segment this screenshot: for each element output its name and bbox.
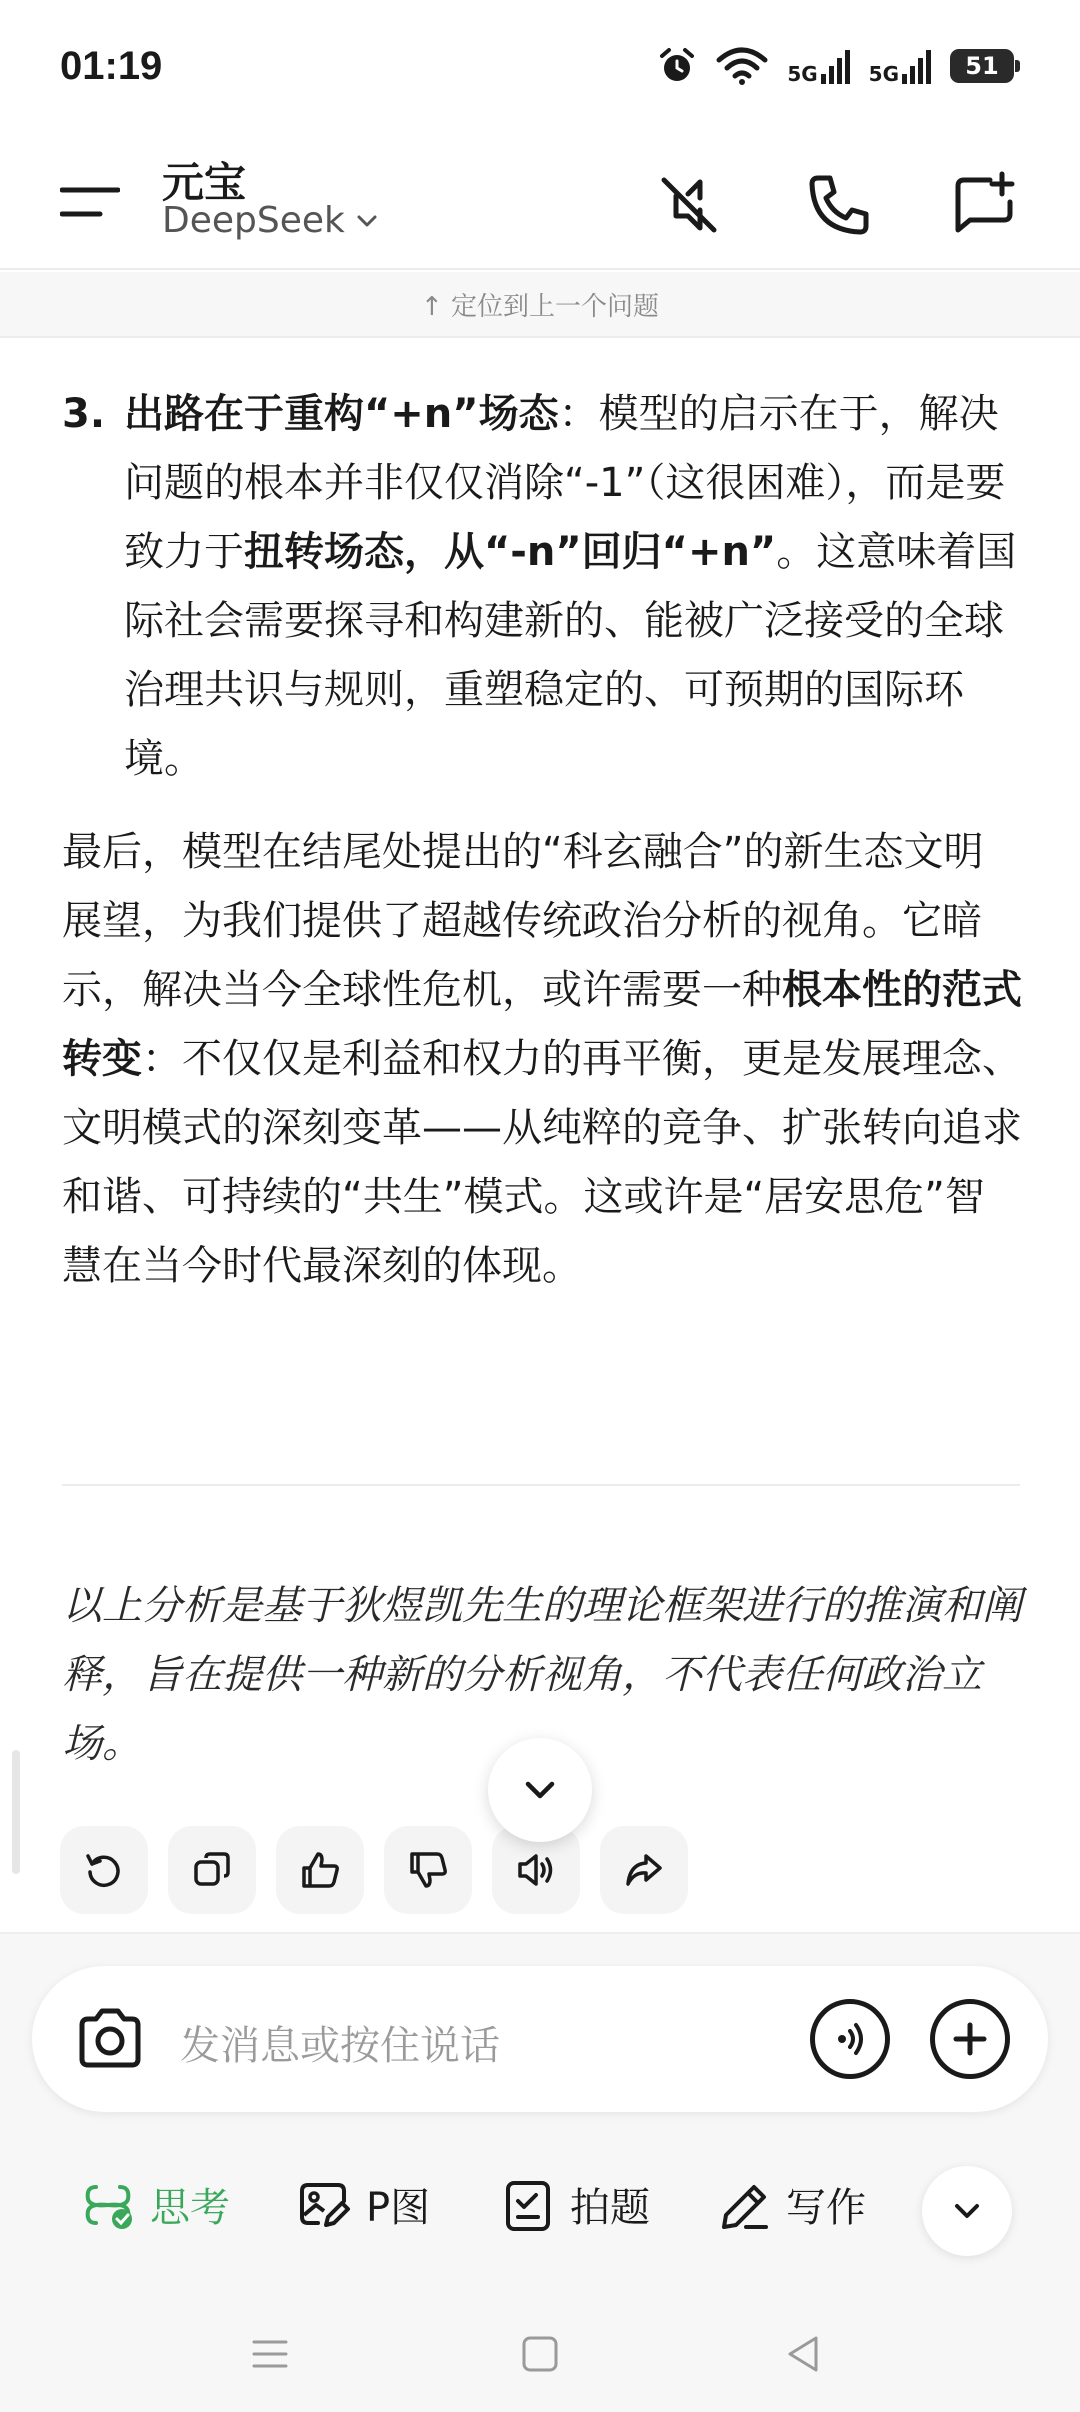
bold-text: 根本性的范式转变 xyxy=(62,967,1022,1082)
voice-icon xyxy=(828,2017,872,2061)
nav-home-button[interactable] xyxy=(510,2324,570,2384)
chevron-down-icon xyxy=(949,2193,985,2229)
alarm-icon xyxy=(657,46,697,86)
menu-lines-icon xyxy=(250,2334,290,2374)
copy-button[interactable] xyxy=(168,1826,256,1914)
body-text: 。这意味着国际社会需要探寻和构建新的、能被广泛接受的全球治理共识与规则，重塑稳定的、可预期的国际环境。 xyxy=(124,529,1017,782)
message-input-bar[interactable] xyxy=(32,1966,1048,2112)
status-time: 01:19 xyxy=(60,44,163,88)
bold-text: 扭转场态，从“-n”回归“+n” xyxy=(244,529,777,575)
paragraph xyxy=(62,818,1022,1301)
message-input-placeholder[interactable]: 发消息或按住说话 xyxy=(180,2023,500,2069)
divider xyxy=(62,1484,1020,1486)
tool-think-label: 思考 xyxy=(150,2185,230,2231)
list-number: 3. xyxy=(62,391,106,437)
regenerate-button[interactable] xyxy=(60,1826,148,1914)
like-button[interactable] xyxy=(276,1826,364,1914)
status-icons xyxy=(657,46,1014,86)
signal-label: 5G xyxy=(787,62,818,86)
chevron-down-icon xyxy=(355,209,379,233)
phone-icon xyxy=(804,170,874,240)
add-button[interactable] xyxy=(930,1999,1010,2079)
battery-level: 51 xyxy=(965,52,999,80)
app-title: 元宝 xyxy=(162,158,247,207)
tool-photo-question[interactable] xyxy=(500,2176,650,2233)
square-icon xyxy=(520,2334,560,2374)
call-button[interactable] xyxy=(794,160,884,250)
tool-p-image-label: P图 xyxy=(366,2185,431,2231)
refresh-icon xyxy=(82,1848,126,1892)
new-chat-button[interactable] xyxy=(940,160,1030,250)
plus-icon xyxy=(950,2019,990,2059)
back-triangle-icon xyxy=(784,2334,824,2374)
message-actions xyxy=(60,1826,688,1914)
tool-photo-question-label: 拍题 xyxy=(570,2185,650,2231)
copy-icon xyxy=(190,1848,234,1892)
battery-icon xyxy=(950,49,1014,83)
mute-icon xyxy=(654,170,724,240)
model-name: DeepSeek xyxy=(162,200,345,241)
scroll-to-bottom-button[interactable] xyxy=(488,1738,592,1842)
nav-recents-button[interactable] xyxy=(240,2324,300,2384)
tool-think[interactable] xyxy=(80,2176,230,2233)
body-text: ：模型的启示在于，解决问题的根本并非仅仅消除“-1”（这很困难），而是要致力于 xyxy=(124,391,1006,575)
photo-question-icon xyxy=(500,2177,556,2233)
tool-p-image[interactable] xyxy=(296,2176,430,2233)
speaker-icon xyxy=(514,1848,558,1892)
menu-icon[interactable] xyxy=(60,172,120,232)
more-tools-button[interactable] xyxy=(922,2166,1012,2256)
thumbs-up-icon xyxy=(298,1848,342,1892)
scroll-handle[interactable] xyxy=(12,1750,20,1874)
body-text: 最后，模型在结尾处提出的“科玄融合”的新生态文明展望，为我们提供了超越传统政治分析的视角。它暗示，解决当今全球性危机，或许需要一种 xyxy=(62,829,984,1013)
signal-icon xyxy=(869,48,932,84)
signal-icon xyxy=(787,48,850,84)
chevron-down-icon xyxy=(520,1770,560,1810)
system-nav-bar xyxy=(0,2300,1080,2412)
mute-button[interactable] xyxy=(644,160,734,250)
camera-button[interactable] xyxy=(72,2001,148,2077)
thumbs-down-icon xyxy=(406,1848,450,1892)
model-selector[interactable] xyxy=(162,200,379,241)
think-icon xyxy=(80,2177,136,2233)
bold-text: 出路在于重构“+n”场态 xyxy=(124,391,559,437)
chat-header xyxy=(0,140,1080,270)
signal-label: 5G xyxy=(868,62,899,86)
tool-bar xyxy=(0,2154,1080,2264)
body-text: ：不仅仅是利益和权力的再平衡，更是发展理念、文明模式的深刻变革——从纯粹的竞争、扩张转向追求和谐、可持续的“共生”模式。这或许是“居安思危”智慧在当今时代最深刻的体现。 xyxy=(62,1036,1022,1289)
share-button[interactable] xyxy=(600,1826,688,1914)
tool-write-label: 写作 xyxy=(786,2185,866,2231)
voice-button[interactable] xyxy=(810,1999,890,2079)
image-edit-icon xyxy=(296,2177,352,2233)
tool-write[interactable] xyxy=(716,2176,866,2233)
locate-previous-question[interactable]: ↑ 定位到上一个问题 xyxy=(0,272,1080,338)
pen-icon xyxy=(716,2177,772,2233)
share-icon xyxy=(622,1848,666,1892)
list-item xyxy=(62,380,1022,794)
nav-back-button[interactable] xyxy=(774,2324,834,2384)
dislike-button[interactable] xyxy=(384,1826,472,1914)
disclaimer: 以上分析是基于狄煜凯先生的理论框架进行的推演和阐释，旨在提供一种新的分析视角，不代表任何政治立场。 xyxy=(62,1583,1022,1767)
camera-icon xyxy=(72,2001,148,2077)
status-bar xyxy=(0,0,1080,140)
assistant-message xyxy=(62,380,1022,1301)
wifi-icon xyxy=(715,46,769,86)
new-chat-icon xyxy=(950,170,1020,240)
